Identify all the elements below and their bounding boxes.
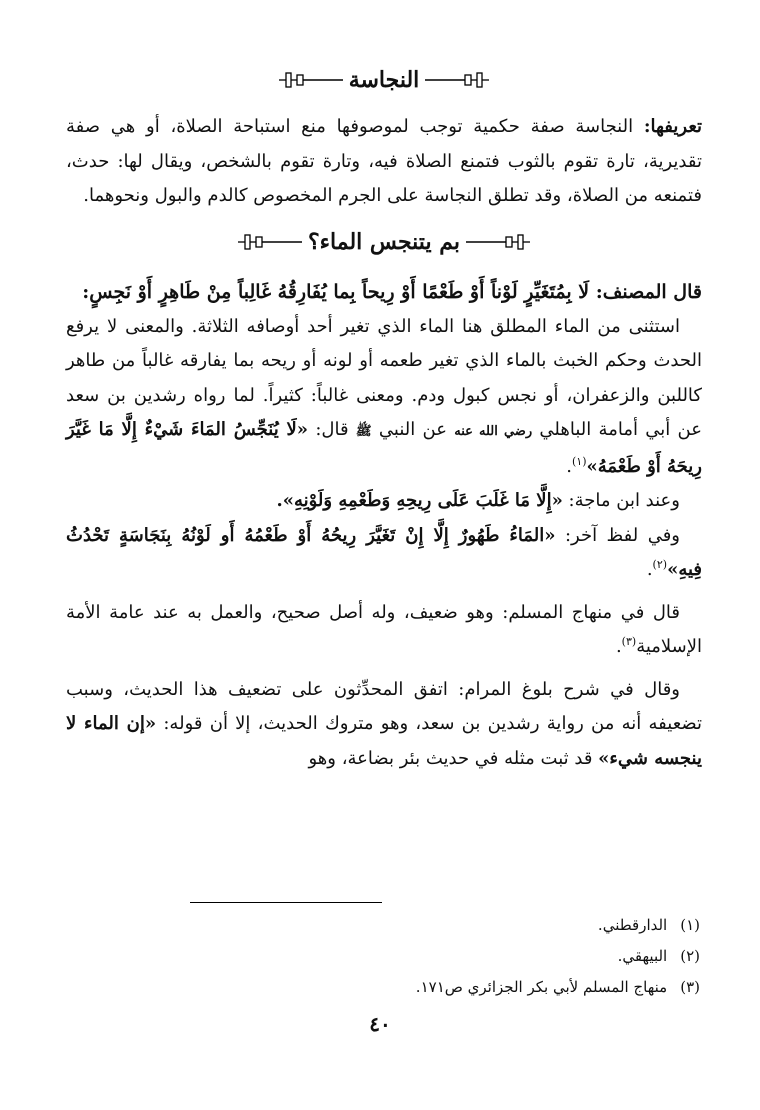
hadith-prefix: النبي: [378, 419, 416, 440]
author-label: قال المصنف:: [595, 280, 702, 303]
section-heading-water: [66, 220, 702, 264]
footnote-number: (١): [680, 916, 700, 934]
explanation-line-1: استثنى من الماء المطلق هنا الماء الذي تغير أحد أوصافه الثلاثة.: [191, 315, 680, 337]
footnote-item: [180, 910, 700, 941]
explanation-line-4-end: عن: [422, 419, 455, 440]
author-text: لَا بِمُتَغَيِّرٍ لَوْناً أَوْ طَعْمًا أَوْ رِيحاً بِما يُفَارِقُهُ غَالِباً مِنْ طَاهِرٍ أَوْ نَجِسٍ:: [82, 280, 596, 303]
section-heading-najasa: [66, 60, 702, 100]
definition-label: تعريفها:: [643, 116, 703, 137]
footnote-text: الدارقطني.: [597, 916, 668, 934]
footnote-divider: [190, 902, 382, 903]
hadith-text: «لَا يُنَجِّسُ المَاءَ شَيْءٌ إِلَّا مَا غَيَّرَ رِيحَهُ أَوْ طَعْمَهُ»: [66, 419, 702, 477]
other-prefix: وفي لفظ آخر:: [555, 524, 680, 546]
other-wording-paragraph: وفي لفظ آخر: «المَاءُ طَهُورٌ إِلَّا إِنْ تَغَيَّرَ رِيحُهُ أَوْ طَعْمُهُ أَو لَوْنُهُ بِنَجَاسَةٍ تَحْدُثُ فِيهِ»$^{(٢)}$.: [66, 524, 702, 580]
bulugh-quote: «إن الماء لا ينجسه شيء»: [66, 713, 702, 769]
footnote-number: (٢): [680, 947, 700, 965]
definition-line-1: النجاسة صفة حكمية توجب لموصوفها منع استباحة الصلاة،: [170, 116, 644, 137]
other-text: «المَاءُ طَهُورٌ إِلَّا إِنْ تَغَيَّرَ رِيحُهُ أَوْ طَعْمُهُ أَو لَوْنُهُ بِنَجَاسَةٍ تَحْدُثُ فِيهِ»: [66, 524, 702, 580]
footnote-item: [180, 941, 700, 972]
salawat-glyph: ﷺ: [355, 424, 372, 439]
bulugh-line-3-suffix: قد ثبت مثله في حديث بئر بضاعة، وهو: [308, 747, 599, 769]
ornament-left-icon: [279, 72, 343, 88]
explanation-line-3: ريحه بما يفارقه غالباً من طاهر كاللبن والزعفران، أو نجس كبول ودم. ومعنى: [66, 350, 702, 406]
explanation-paragraph: استثنى من الماء المطلق هنا الماء الذي تغير أحد أوصافه الثلاثة. والمعنى لا يرفع الحدث وحكم الخبث بالماء الذي تغير طعمه أو لونه أو ريحه بما يفارقه غالباً من طاهر كاللبن والزعفران، أو نجس كبول ودم. ومعنى غالباً: كثيراً. لما رواه رشدين بن سعد عن أبي أمامة الباهلي رضي الله عنه عن النبي ﷺ قال: «لَا يُنَجِّسُ المَاءَ شَيْءٌ إِلَّا مَا غَيَّرَ رِيحَهُ أَوْ طَعْمَهُ»$^{(١)}$.: [66, 315, 702, 477]
hadith-qal: قال:: [308, 419, 356, 440]
minhaj-text: قال في منهاج المسلم: وهو ضعيف، وله أصل صحيح، والعمل به عند عامة الأمة الإسلامية: [66, 601, 702, 657]
ibn-majah-text: «إِلَّا مَا غَلَبَ عَلَى رِيحِهِ وَطَعْمِهِ وَلَوْنِهِ».: [276, 490, 563, 511]
footnotes: [180, 910, 700, 1003]
ornament-left-icon: [238, 234, 302, 250]
footnote-text: منهاج المسلم لأبي بكر الجزائري ص١٧١.: [415, 978, 668, 996]
definition-line-2: أو هي صفة تقديرية، تارة تقوم بالثوب فتمنع الصلاة فيه، وتارة تقوم: [66, 116, 702, 172]
bulugh-line-3-prefix: قوله:: [156, 713, 203, 734]
bulugh-line-2: وسبب تضعيفه أنه من رواية رشدين بن سعد، وهو متروك الحديث، إلا أن: [66, 678, 703, 734]
explanation-line-4: غالباً: كثيراً. لما رواه رشدين بن سعد عن أبي أمامة الباهلي: [66, 384, 702, 440]
section-title: النجاسة: [348, 67, 420, 93]
footnote-ref-3[interactable]: (٣): [621, 635, 637, 648]
footnote-ref-2[interactable]: (٢): [652, 558, 668, 571]
page-number: ٤٠: [369, 1012, 391, 1036]
ornament-right-icon: [425, 72, 489, 88]
radiya-allah-glyph: رضي الله عنه: [454, 424, 533, 439]
ornament-right-icon: [466, 234, 530, 250]
footnote-text: البيهقي.: [617, 947, 668, 965]
minhaj-paragraph: قال في منهاج المسلم: وهو ضعيف، وله أصل صحيح، والعمل به عند عامة الأمة الإسلامية$^{(٣)}$.: [66, 601, 702, 657]
definition-paragraph: [66, 110, 702, 214]
definition-line-4: الجرم المخصوص كالدم والبول ونحوهما.: [83, 185, 382, 206]
bulugh-line-1: وقال في شرح بلوغ المرام: اتفق المحدِّثون على تضعيف هذا الحديث،: [123, 678, 680, 700]
ibn-majah-paragraph: [66, 484, 702, 519]
page-body: [66, 60, 702, 776]
footnote-item: [180, 972, 700, 1003]
section-title: بم يتنجس الماء؟: [308, 228, 460, 255]
footnote-number: (٣): [680, 978, 700, 996]
explanation-line-2: والمعنى لا يرفع الحدث وحكم الخبث بالماء الذي تغير طعمه أو لونه أو: [66, 315, 702, 371]
definition-line-3: بالشخص، ويقال لها: حدث، فتمنعه من الصلاة، وقد تطلق النجاسة على: [66, 150, 702, 206]
author-matn: [66, 274, 702, 310]
bulugh-paragraph: [66, 673, 702, 777]
footnote-ref-1[interactable]: (١): [571, 454, 587, 468]
ibn-majah-prefix: وعند ابن ماجة:: [562, 490, 680, 511]
